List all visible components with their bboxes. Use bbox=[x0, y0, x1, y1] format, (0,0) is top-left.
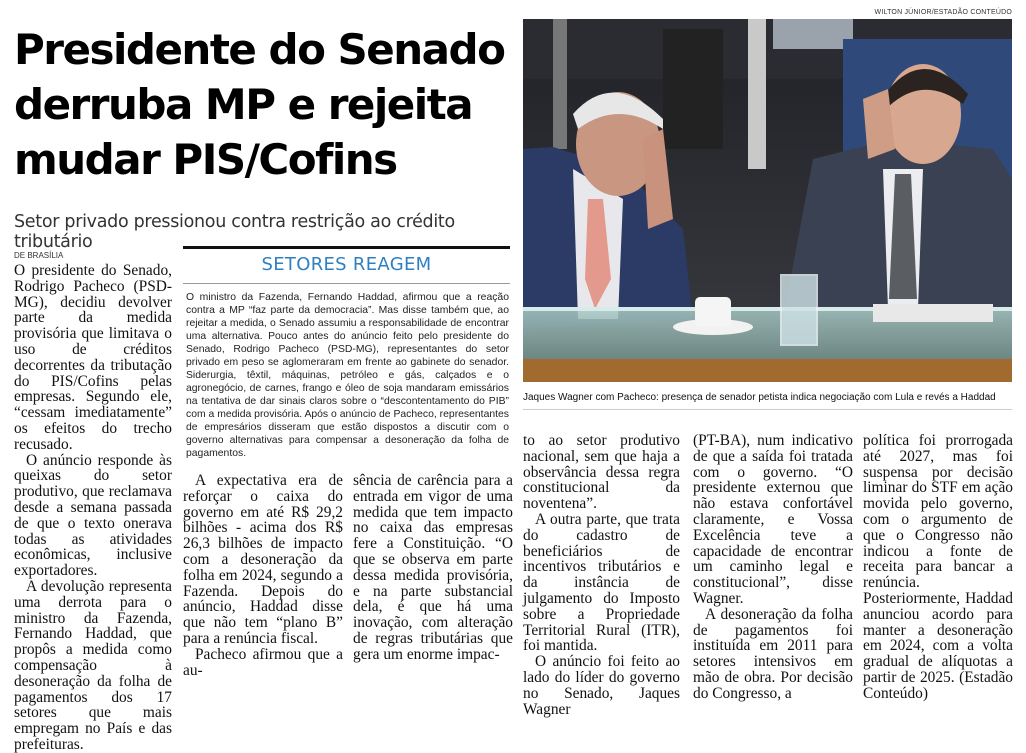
paragraph: O anúncio foi feito ao lado do líder do governo no Senado, Jaques Wagner bbox=[523, 653, 680, 718]
paragraph: to ao setor produtivo nacional, sem que haja a observância dessa regra constitucional da noventena”. bbox=[523, 432, 680, 513]
article-column-1 bbox=[14, 263, 172, 753]
paragraph: (PT-BA), num indicativo de que a saída foi tratada com o governo. “O presidente externou que não estava confortável claramente, e Vossa Excelência teve a capacidade de encontrar um caminho legal e constitucional”, disse Wagner. bbox=[693, 432, 853, 607]
photo-credit: WILTON JÚNIOR/ESTADÃO CONTEÚDO bbox=[874, 9, 1012, 16]
paragraph: sência de carência para a entrada em vigor de uma medida que tem impacto no caixa das empresas fere a Constituição. “O que se observa em parte dessa medida provisória, e na parte substancial dela, é que há uma inovação, com alteração de regras tributárias que gera um enorme impac- bbox=[353, 472, 513, 663]
sidebar-title-rule bbox=[183, 283, 510, 284]
article-column-6 bbox=[863, 433, 1013, 702]
sidebar-text: O ministro da Fazenda, Fernando Haddad, afirmou que a reação contra a MP “faz parte da democracia”. Mas disse também que, ao rejeitar a medida, o Senado assumiu a responsabilidade de encontrar uma alternativa. Pouco antes do anúncio feito pelo presidente do Senado, Rodrigo Pacheco (PSD-MG), representantes do setor privado em peso se aglomeraram em frente ao gabinete do senador. Siderurgia, têxtil, máquinas, petróleo e gás, calçados e o agronegócio, de carnes, frango e óleo de soja mandaram emissários na tentativa de dar sinais claros sobre o “descontentamento do PIB” com a medida provisória. Após o anúncio de Pacheco, representantes de empresários disseram que estão dispostos a discutir com o governo alternativas para compensar a desoneração da folha de pagamentos. bbox=[186, 292, 509, 459]
paragraph: A outra parte, que trata do cadastro de beneficiários de incentivos tributários e da instância de julgamento do Imposto sobre a Propriedade Territorial Rural (ITR), foi mantida. bbox=[523, 510, 680, 655]
byline: DE BRASÍLIA bbox=[14, 251, 64, 260]
senators-photo-illustration bbox=[523, 19, 1012, 382]
article-column-3 bbox=[353, 473, 513, 663]
sidebar-top-rule bbox=[183, 246, 510, 249]
article-column-2 bbox=[183, 473, 343, 678]
photo-caption: Jaques Wagner com Pacheco: presença de senador petista indica negociação com Lula e revés a Haddad bbox=[523, 392, 996, 403]
article-column-5 bbox=[693, 433, 853, 702]
sidebar-title: SETORES REAGEM bbox=[261, 254, 432, 275]
paragraph: A expectativa era de reforçar o caixa do governo em até R$ 29,2 bilhões - acima dos R$ 26,3 bilhões de impacto com a desoneração da folha em 2024, segundo a Fazenda. Depois do anúncio, Haddad disse que não tem “plano B” para a renúncia fiscal. bbox=[183, 472, 343, 647]
paragraph: Pacheco afirmou que a au- bbox=[183, 645, 343, 679]
paragraph: O anúncio responde às queixas do setor produtivo, que reclamava desde a semana passada de que o texto onerava todas as atividades econômicas, inclusive exportadores. bbox=[14, 451, 172, 580]
news-photo bbox=[523, 19, 1012, 382]
paragraph: O presidente do Senado, Rodrigo Pacheco (PSD-MG), decidiu devolver parte da medida provisória que limitava o uso de créditos decorrentes da tributação do PIS/Cofins pelas empresas. Segundo ele, “cessam imediatamente” os efeitos do trecho recusado. bbox=[14, 262, 172, 453]
article-column-4 bbox=[523, 433, 680, 717]
headline: Presidente do Senado derruba MP e rejeita mudar PIS/Cofins bbox=[14, 25, 505, 184]
paragraph: A devolução representa uma derrota para o ministro da Fazenda, Fernando Haddad, que propôs a medida como compensação à desoneração da folha de pagamentos dos 17 setores que mais empregam no País e das prefeituras. bbox=[14, 577, 172, 753]
subheadline: Setor privado pressionou contra restrição ao crédito tributário bbox=[14, 212, 455, 252]
paragraph: política foi prorrogada até 2027, mas foi suspensa por decisão liminar do STF em ação movida pelo governo, com o argumento de que o Congresso não indicou a fonte de receita para bancar a renúncia. Posteriormente, Haddad anunciou acordo para manter a desoneração em 2024, com a volta gradual de alíquotas a partir de 2025. (Estadão Conteúdo) bbox=[863, 432, 1013, 702]
caption-rule bbox=[523, 409, 1012, 410]
paragraph: A desoneração da folha de pagamentos foi instituída em 2011 para setores intensivos em mão de obra. Por decisão do Congresso, a bbox=[693, 605, 853, 702]
